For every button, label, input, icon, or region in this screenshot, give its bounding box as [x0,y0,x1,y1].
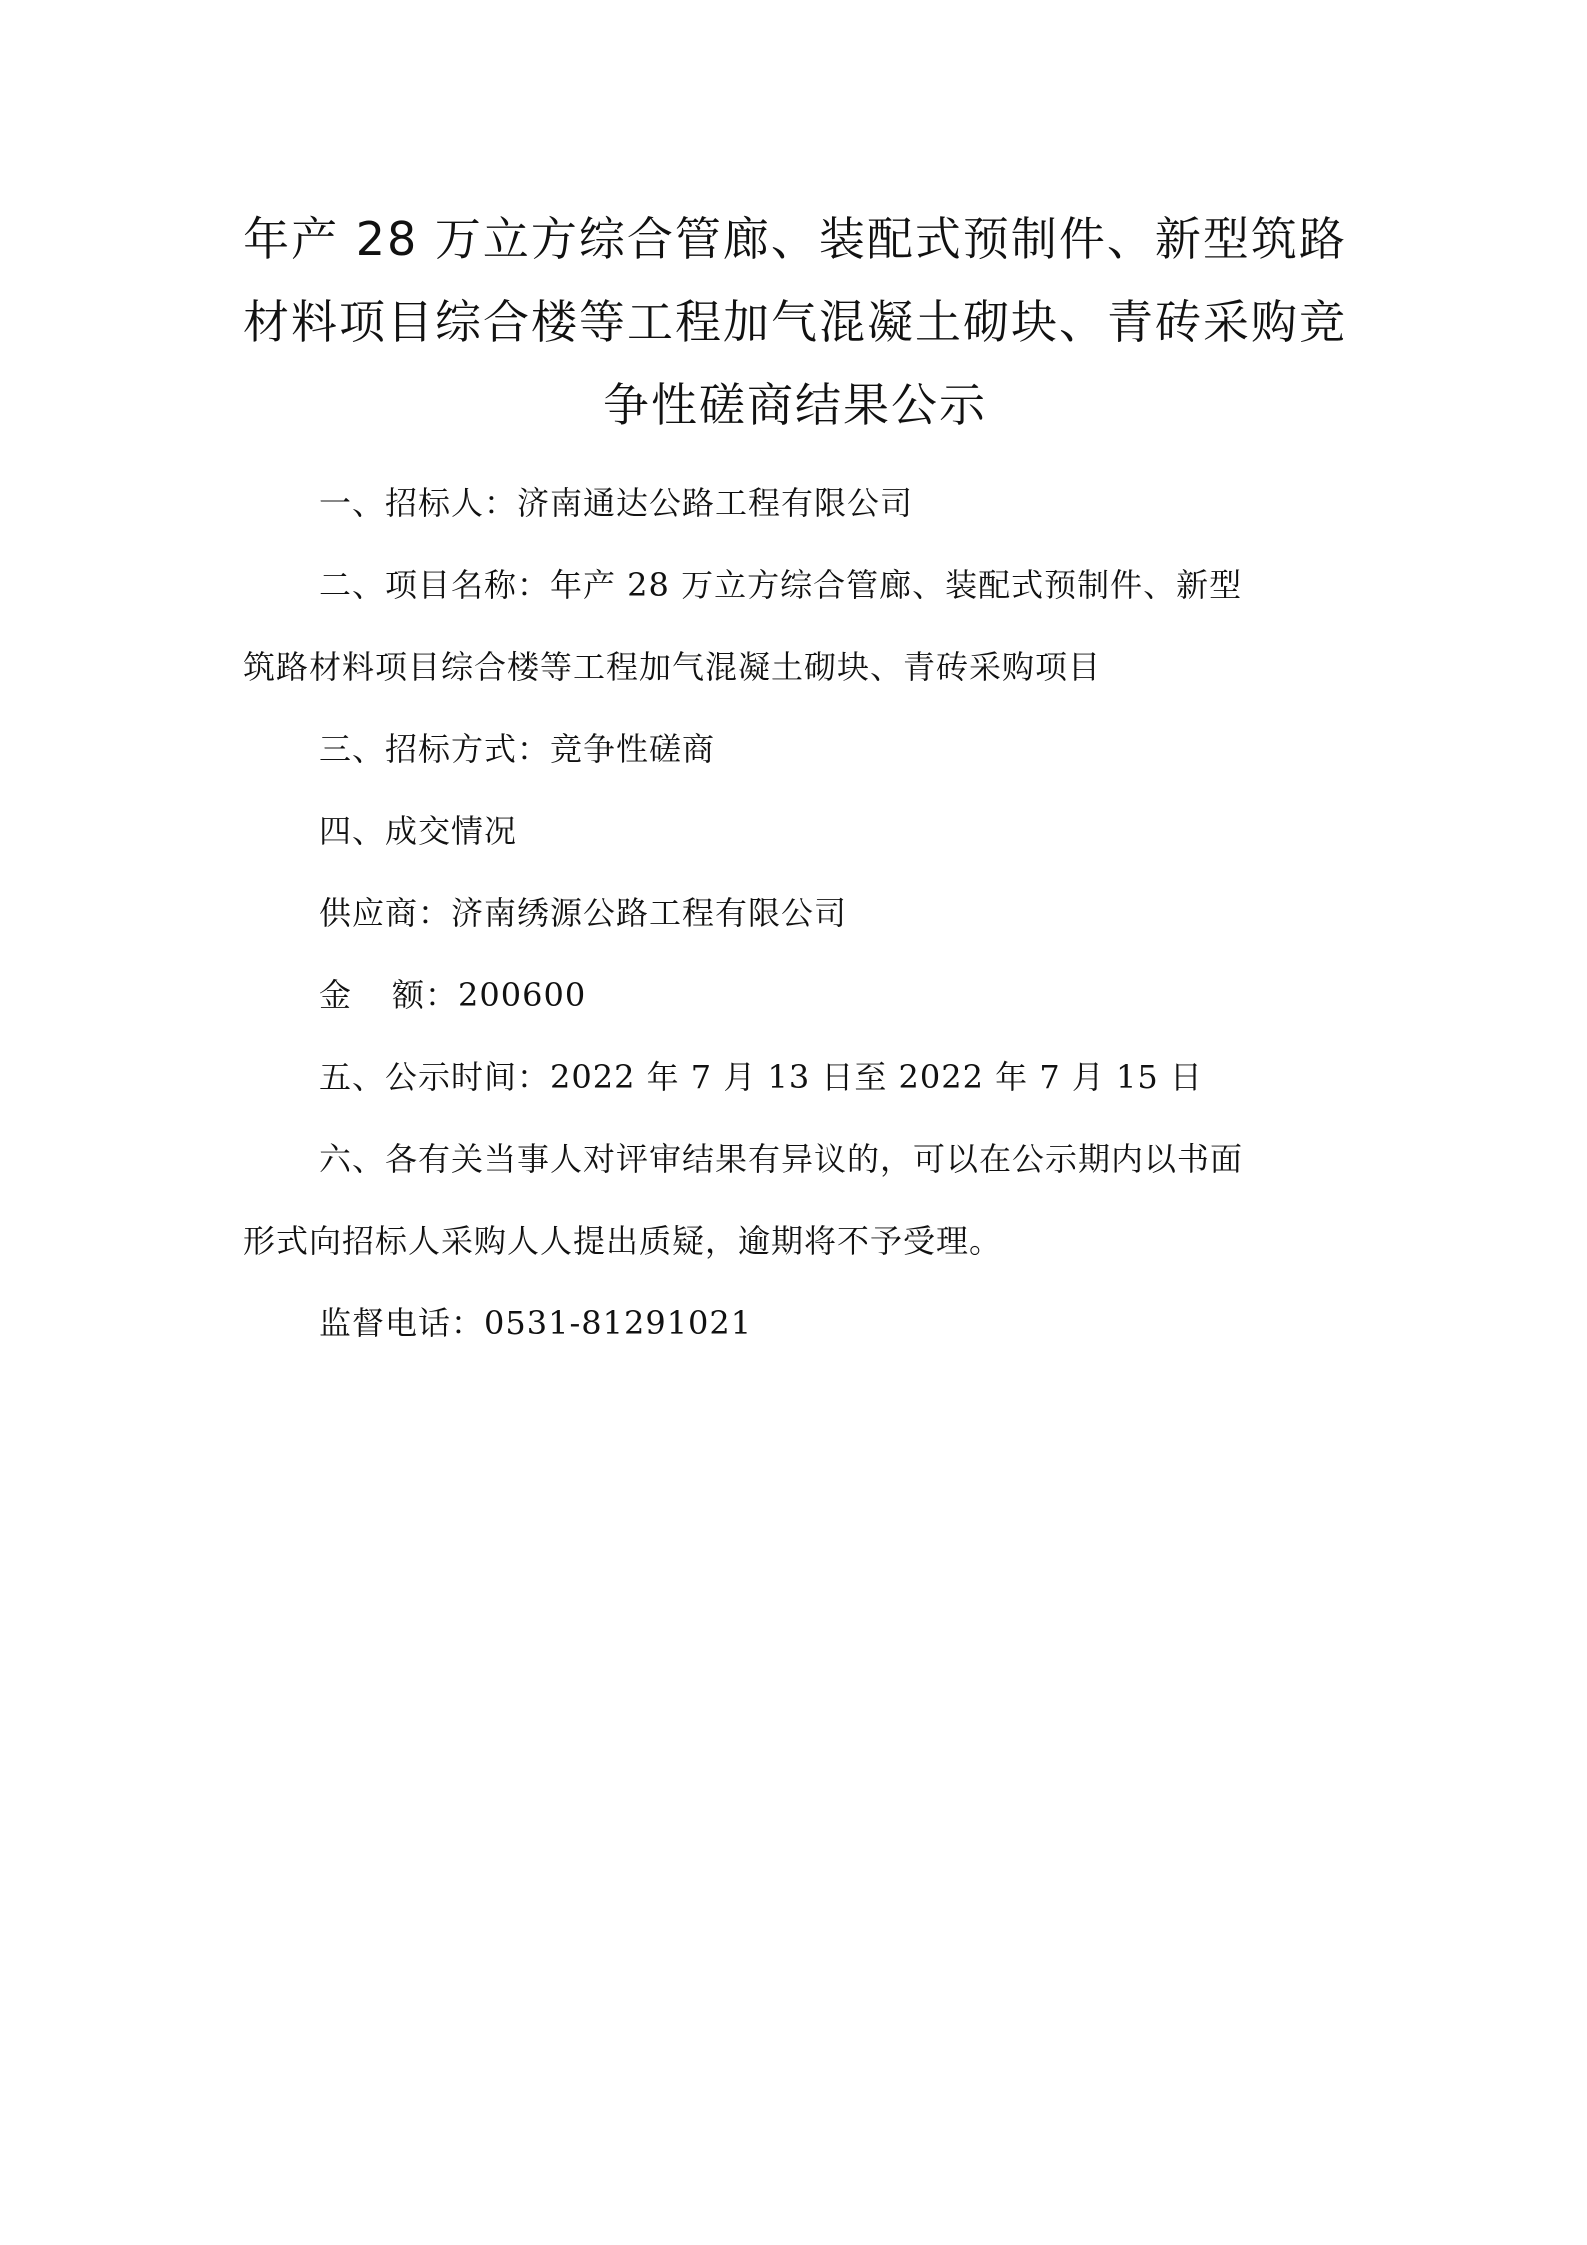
objection-line-1: 六、各有关当事人对评审结果有异议的，可以在公示期内以书面 [319,1140,1244,1178]
period-line: 五、公示时间：2022 年 7 月 13 日至 2022 年 7 月 15 日 [319,1058,1203,1096]
project-name-line-2: 筑路材料项目综合楼等工程加气混凝土砌块、青砖采购项目 [243,648,1102,686]
hotline-line: 监督电话：0531-81291021 [319,1304,753,1342]
document-title [240,198,1350,447]
method-line: 三、招标方式：竞争性磋商 [319,730,716,768]
supplier-line: 供应商：济南绣源公路工程有限公司 [319,894,848,932]
amount-label-b: 额：200600 [392,976,587,1014]
project-name-line-1: 二、项目名称：年产 28 万立方综合管廊、装配式预制件、新型 [319,566,1243,604]
amount-line [243,954,1353,1036]
amount-label-a: 金 [319,976,353,1014]
tenderer-line: 一、招标人：济南通达公路工程有限公司 [319,484,914,522]
document-body [243,462,1353,1364]
deal-heading: 四、成交情况 [319,812,518,850]
title-line-3: 争性磋商结果公示 [603,378,987,432]
title-line-2: 材料项目综合楼等工程加气混凝土砌块、青砖采购竞 [243,295,1347,349]
objection-line-2: 形式向招标人采购人人提出质疑，逾期将不予受理。 [243,1222,1003,1260]
title-line-1: 年产 28 万立方综合管廊、装配式预制件、新型筑路 [243,212,1347,266]
